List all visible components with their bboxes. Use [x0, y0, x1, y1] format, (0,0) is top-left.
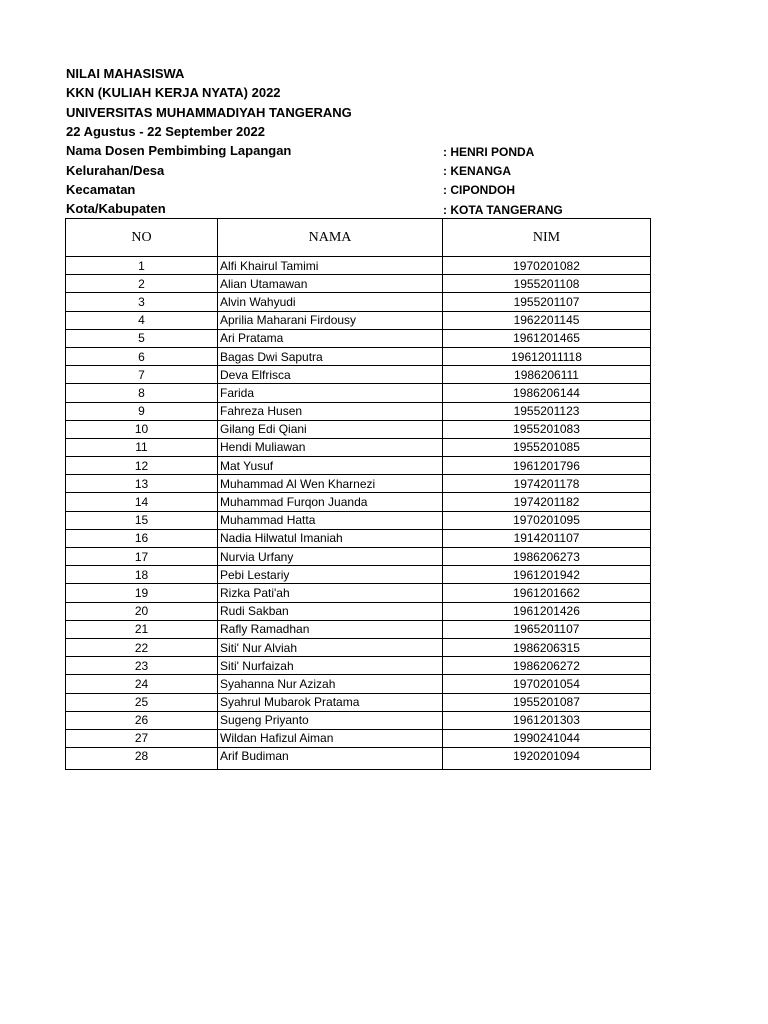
table-row: [66, 729, 651, 747]
table-row: [66, 475, 651, 493]
cell-nim: 1955201123: [443, 402, 651, 420]
table-row: [66, 438, 651, 456]
cell-no: 7: [66, 366, 218, 384]
cell-nama: Rafly Ramadhan: [218, 620, 443, 638]
info-value-kelurahan: : KENANGA: [443, 164, 511, 178]
cell-nama: Alian Utamawan: [218, 275, 443, 293]
cell-no: 2: [66, 275, 218, 293]
table-row: [66, 493, 651, 511]
cell-nama: Muhammad Furqon Juanda: [218, 493, 443, 511]
cell-nim: 1986206315: [443, 638, 651, 656]
table-row: [66, 511, 651, 529]
table-row: [66, 457, 651, 475]
cell-no: 15: [66, 511, 218, 529]
cell-nim: 1961201465: [443, 329, 651, 347]
cell-no: 20: [66, 602, 218, 620]
cell-no: 18: [66, 566, 218, 584]
cell-nama: Nurvia Urfany: [218, 548, 443, 566]
cell-no: 10: [66, 420, 218, 438]
cell-no: 22: [66, 638, 218, 656]
cell-nama: Siti' Nur Alviah: [218, 638, 443, 656]
cell-nim: 1970201054: [443, 675, 651, 693]
info-label-kota: Kota/Kabupaten: [66, 201, 166, 216]
cell-nama: Rizka Pati'ah: [218, 584, 443, 602]
university-name: UNIVERSITAS MUHAMMADIYAH TANGERANG: [66, 105, 352, 120]
cell-no: 1: [66, 257, 218, 275]
cell-nim: 1962201145: [443, 311, 651, 329]
cell-no: 19: [66, 584, 218, 602]
cell-no: 25: [66, 693, 218, 711]
student-grades-table: [65, 218, 651, 770]
cell-no: 28: [66, 748, 218, 770]
cell-nama: Ari Pratama: [218, 329, 443, 347]
cell-nim: 1961201426: [443, 602, 651, 620]
program-title: KKN (KULIAH KERJA NYATA) 2022: [66, 85, 281, 100]
cell-no: 9: [66, 402, 218, 420]
cell-nim: 1970201095: [443, 511, 651, 529]
cell-no: 11: [66, 438, 218, 456]
cell-nama: Deva Elfrisca: [218, 366, 443, 384]
table-row: [66, 748, 651, 770]
cell-no: 24: [66, 675, 218, 693]
table-row: [66, 347, 651, 365]
table-row: [66, 293, 651, 311]
table-row: [66, 366, 651, 384]
cell-nama: Gilang Edi Qiani: [218, 420, 443, 438]
cell-nama: Fahreza Husen: [218, 402, 443, 420]
cell-nim: 1990241044: [443, 729, 651, 747]
cell-no: 27: [66, 729, 218, 747]
table-row: [66, 275, 651, 293]
table-row: [66, 529, 651, 547]
cell-nama: Nadia Hilwatul Imaniah: [218, 529, 443, 547]
table-row: [66, 675, 651, 693]
cell-nim: 1955201108: [443, 275, 651, 293]
info-value-dosen: : HENRI PONDA: [443, 145, 535, 159]
cell-nama: Muhammad Al Wen Kharnezi: [218, 475, 443, 493]
cell-nim: 1974201178: [443, 475, 651, 493]
cell-nim: 1974201182: [443, 493, 651, 511]
cell-no: 6: [66, 347, 218, 365]
info-label-kecamatan: Kecamatan: [66, 182, 136, 197]
info-label-kelurahan: Kelurahan/Desa: [66, 163, 165, 178]
table-body: [66, 257, 651, 770]
cell-no: 5: [66, 329, 218, 347]
table-row: [66, 384, 651, 402]
cell-nim: 1970201082: [443, 257, 651, 275]
table-row: [66, 638, 651, 656]
cell-nim: 1986206144: [443, 384, 651, 402]
table-row: [66, 693, 651, 711]
table-row: [66, 548, 651, 566]
cell-no: 12: [66, 457, 218, 475]
cell-no: 3: [66, 293, 218, 311]
info-value-kecamatan: : CIPONDOH: [443, 183, 515, 197]
cell-nama: Farida: [218, 384, 443, 402]
cell-nama: Syahrul Mubarok Pratama: [218, 693, 443, 711]
document-title: NILAI MAHASISWA: [66, 66, 185, 81]
cell-nama: Syahanna Nur Azizah: [218, 675, 443, 693]
cell-nim: 1955201087: [443, 693, 651, 711]
cell-nama: Pebi Lestariy: [218, 566, 443, 584]
cell-nama: Arif Budiman: [218, 748, 443, 770]
table-row: [66, 620, 651, 638]
cell-nim: 1961201796: [443, 457, 651, 475]
cell-nama: Bagas Dwi Saputra: [218, 347, 443, 365]
info-label-dosen: Nama Dosen Pembimbing Lapangan: [66, 143, 292, 158]
cell-nama: Siti' Nurfaizah: [218, 657, 443, 675]
table-header-row: [66, 219, 651, 257]
cell-nim: 1961201662: [443, 584, 651, 602]
cell-no: 14: [66, 493, 218, 511]
column-header-no: NO: [66, 219, 218, 257]
cell-no: 13: [66, 475, 218, 493]
cell-nama: Hendi Muliawan: [218, 438, 443, 456]
table-row: [66, 311, 651, 329]
cell-nim: 1986206273: [443, 548, 651, 566]
cell-nama: Wildan Hafizul Aiman: [218, 729, 443, 747]
table-row: [66, 602, 651, 620]
column-header-nama: NAMA: [218, 219, 443, 257]
cell-no: 21: [66, 620, 218, 638]
cell-nama: Aprilia Maharani Firdousy: [218, 311, 443, 329]
cell-no: 4: [66, 311, 218, 329]
info-value-kota: : KOTA TANGERANG: [443, 203, 563, 217]
cell-nim: 1955201085: [443, 438, 651, 456]
cell-nim: 1914201107: [443, 529, 651, 547]
cell-no: 16: [66, 529, 218, 547]
cell-nim: 1961201942: [443, 566, 651, 584]
cell-no: 8: [66, 384, 218, 402]
cell-nim: 1961201303: [443, 711, 651, 729]
table-row: [66, 329, 651, 347]
cell-nama: Alvin Wahyudi: [218, 293, 443, 311]
cell-no: 26: [66, 711, 218, 729]
table-row: [66, 657, 651, 675]
cell-no: 17: [66, 548, 218, 566]
cell-nim: 1986206111: [443, 366, 651, 384]
table-row: [66, 711, 651, 729]
cell-nim: 1955201083: [443, 420, 651, 438]
cell-nim: 19612011118: [443, 347, 651, 365]
cell-no: 23: [66, 657, 218, 675]
cell-nama: Alfi Khairul Tamimi: [218, 257, 443, 275]
table-row: [66, 402, 651, 420]
date-range: 22 Agustus - 22 September 2022: [66, 124, 265, 139]
cell-nim: 1920201094: [443, 748, 651, 770]
cell-nama: Mat Yusuf: [218, 457, 443, 475]
cell-nim: 1955201107: [443, 293, 651, 311]
cell-nama: Sugeng Priyanto: [218, 711, 443, 729]
cell-nama: Muhammad Hatta: [218, 511, 443, 529]
cell-nama: Rudi Sakban: [218, 602, 443, 620]
column-header-nim: NIM: [443, 219, 651, 257]
table-row: [66, 420, 651, 438]
table-row: [66, 257, 651, 275]
cell-nim: 1965201107: [443, 620, 651, 638]
table-row: [66, 566, 651, 584]
table-row: [66, 584, 651, 602]
cell-nim: 1986206272: [443, 657, 651, 675]
